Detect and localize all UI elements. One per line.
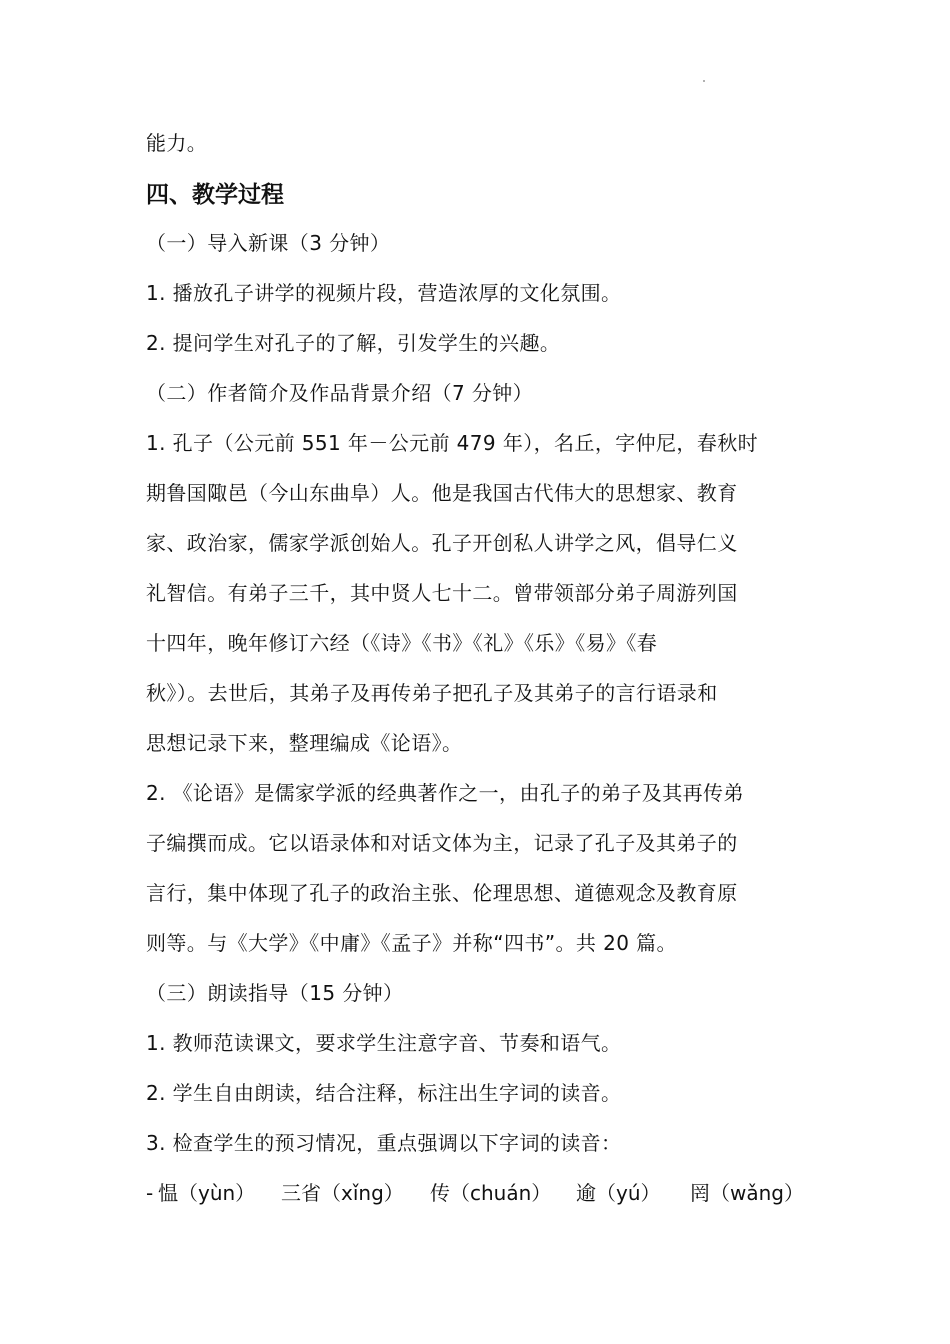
section-heading: 四、教学过程 xyxy=(146,182,284,208)
part3-title: （三）朗读指导（15 分钟） xyxy=(146,981,404,1005)
pinyin-item: 传（chuán） xyxy=(430,1181,552,1205)
part2-item-2 xyxy=(146,781,808,955)
pinyin-list xyxy=(146,1181,808,1205)
continuation-text: 能力。 xyxy=(146,131,208,155)
paragraph-line: 1. 孔子（公元前 551 年－公元前 479 年），名丘，字仲尼，春秋时 xyxy=(146,431,759,455)
pinyin-item: 愠（yùn） xyxy=(158,1181,256,1205)
part3-item-1: 1. 教师范读课文，要求学生注意字音、节奏和语气。 xyxy=(146,1031,622,1055)
part1-item-2: 2. 提问学生对孔子的了解，引发学生的兴趣。 xyxy=(146,331,561,355)
pinyin-item: 三省（xǐng） xyxy=(281,1181,404,1205)
paragraph-line: 礼智信。有弟子三千，其中贤人七十二。曾带领部分弟子周游列国 xyxy=(146,581,738,605)
paragraph-line: 言行，集中体现了孔子的政治主张、伦理思想、道德观念及教育原 xyxy=(146,881,738,905)
part3-item-3: 3. 检查学生的预习情况，重点强调以下字词的读音： xyxy=(146,1131,622,1155)
page-mark xyxy=(703,80,705,82)
paragraph-line: 则等。与《大学》《中庸》《孟子》并称“四书”。共 20 篇。 xyxy=(146,931,677,955)
pinyin-list-prefix: - xyxy=(146,1181,154,1205)
paragraph-line: 期鲁国陬邑（今山东曲阜）人。他是我国古代伟大的思想家、教育 xyxy=(146,481,738,505)
paragraph-line: 秋》）。去世后，其弟子及再传弟子把孔子及其弟子的言行语录和 xyxy=(146,681,718,705)
paragraph-line: 十四年，晚年修订六经（《诗》《书》《礼》《乐》《易》《春 xyxy=(146,631,658,655)
part2-title: （二）作者简介及作品背景介绍（7 分钟） xyxy=(146,381,534,405)
paragraph-line: 子编撰而成。它以语录体和对话文体为主，记录了孔子及其弟子的 xyxy=(146,831,738,855)
paragraph-line: 家、政治家，儒家学派创始人。孔子开创私人讲学之风，倡导仁义 xyxy=(146,531,738,555)
paragraph-line: 思想记录下来，整理编成《论语》。 xyxy=(146,731,463,755)
pinyin-item: 逾（yú） xyxy=(576,1181,661,1205)
pinyin-item: 罔（wǎng） xyxy=(690,1181,804,1205)
paragraph-line: 2. 《论语》是儒家学派的经典著作之一，由孔子的弟子及其再传弟 xyxy=(146,781,744,805)
part2-item-1 xyxy=(146,431,808,755)
part1-title: （一）导入新课（3 分钟） xyxy=(146,231,391,255)
part1-item-1: 1. 播放孔子讲学的视频片段，营造浓厚的文化氛围。 xyxy=(146,281,622,305)
document-body xyxy=(146,131,808,1205)
part3-item-2: 2. 学生自由朗读，结合注释，标注出生字词的读音。 xyxy=(146,1081,622,1105)
